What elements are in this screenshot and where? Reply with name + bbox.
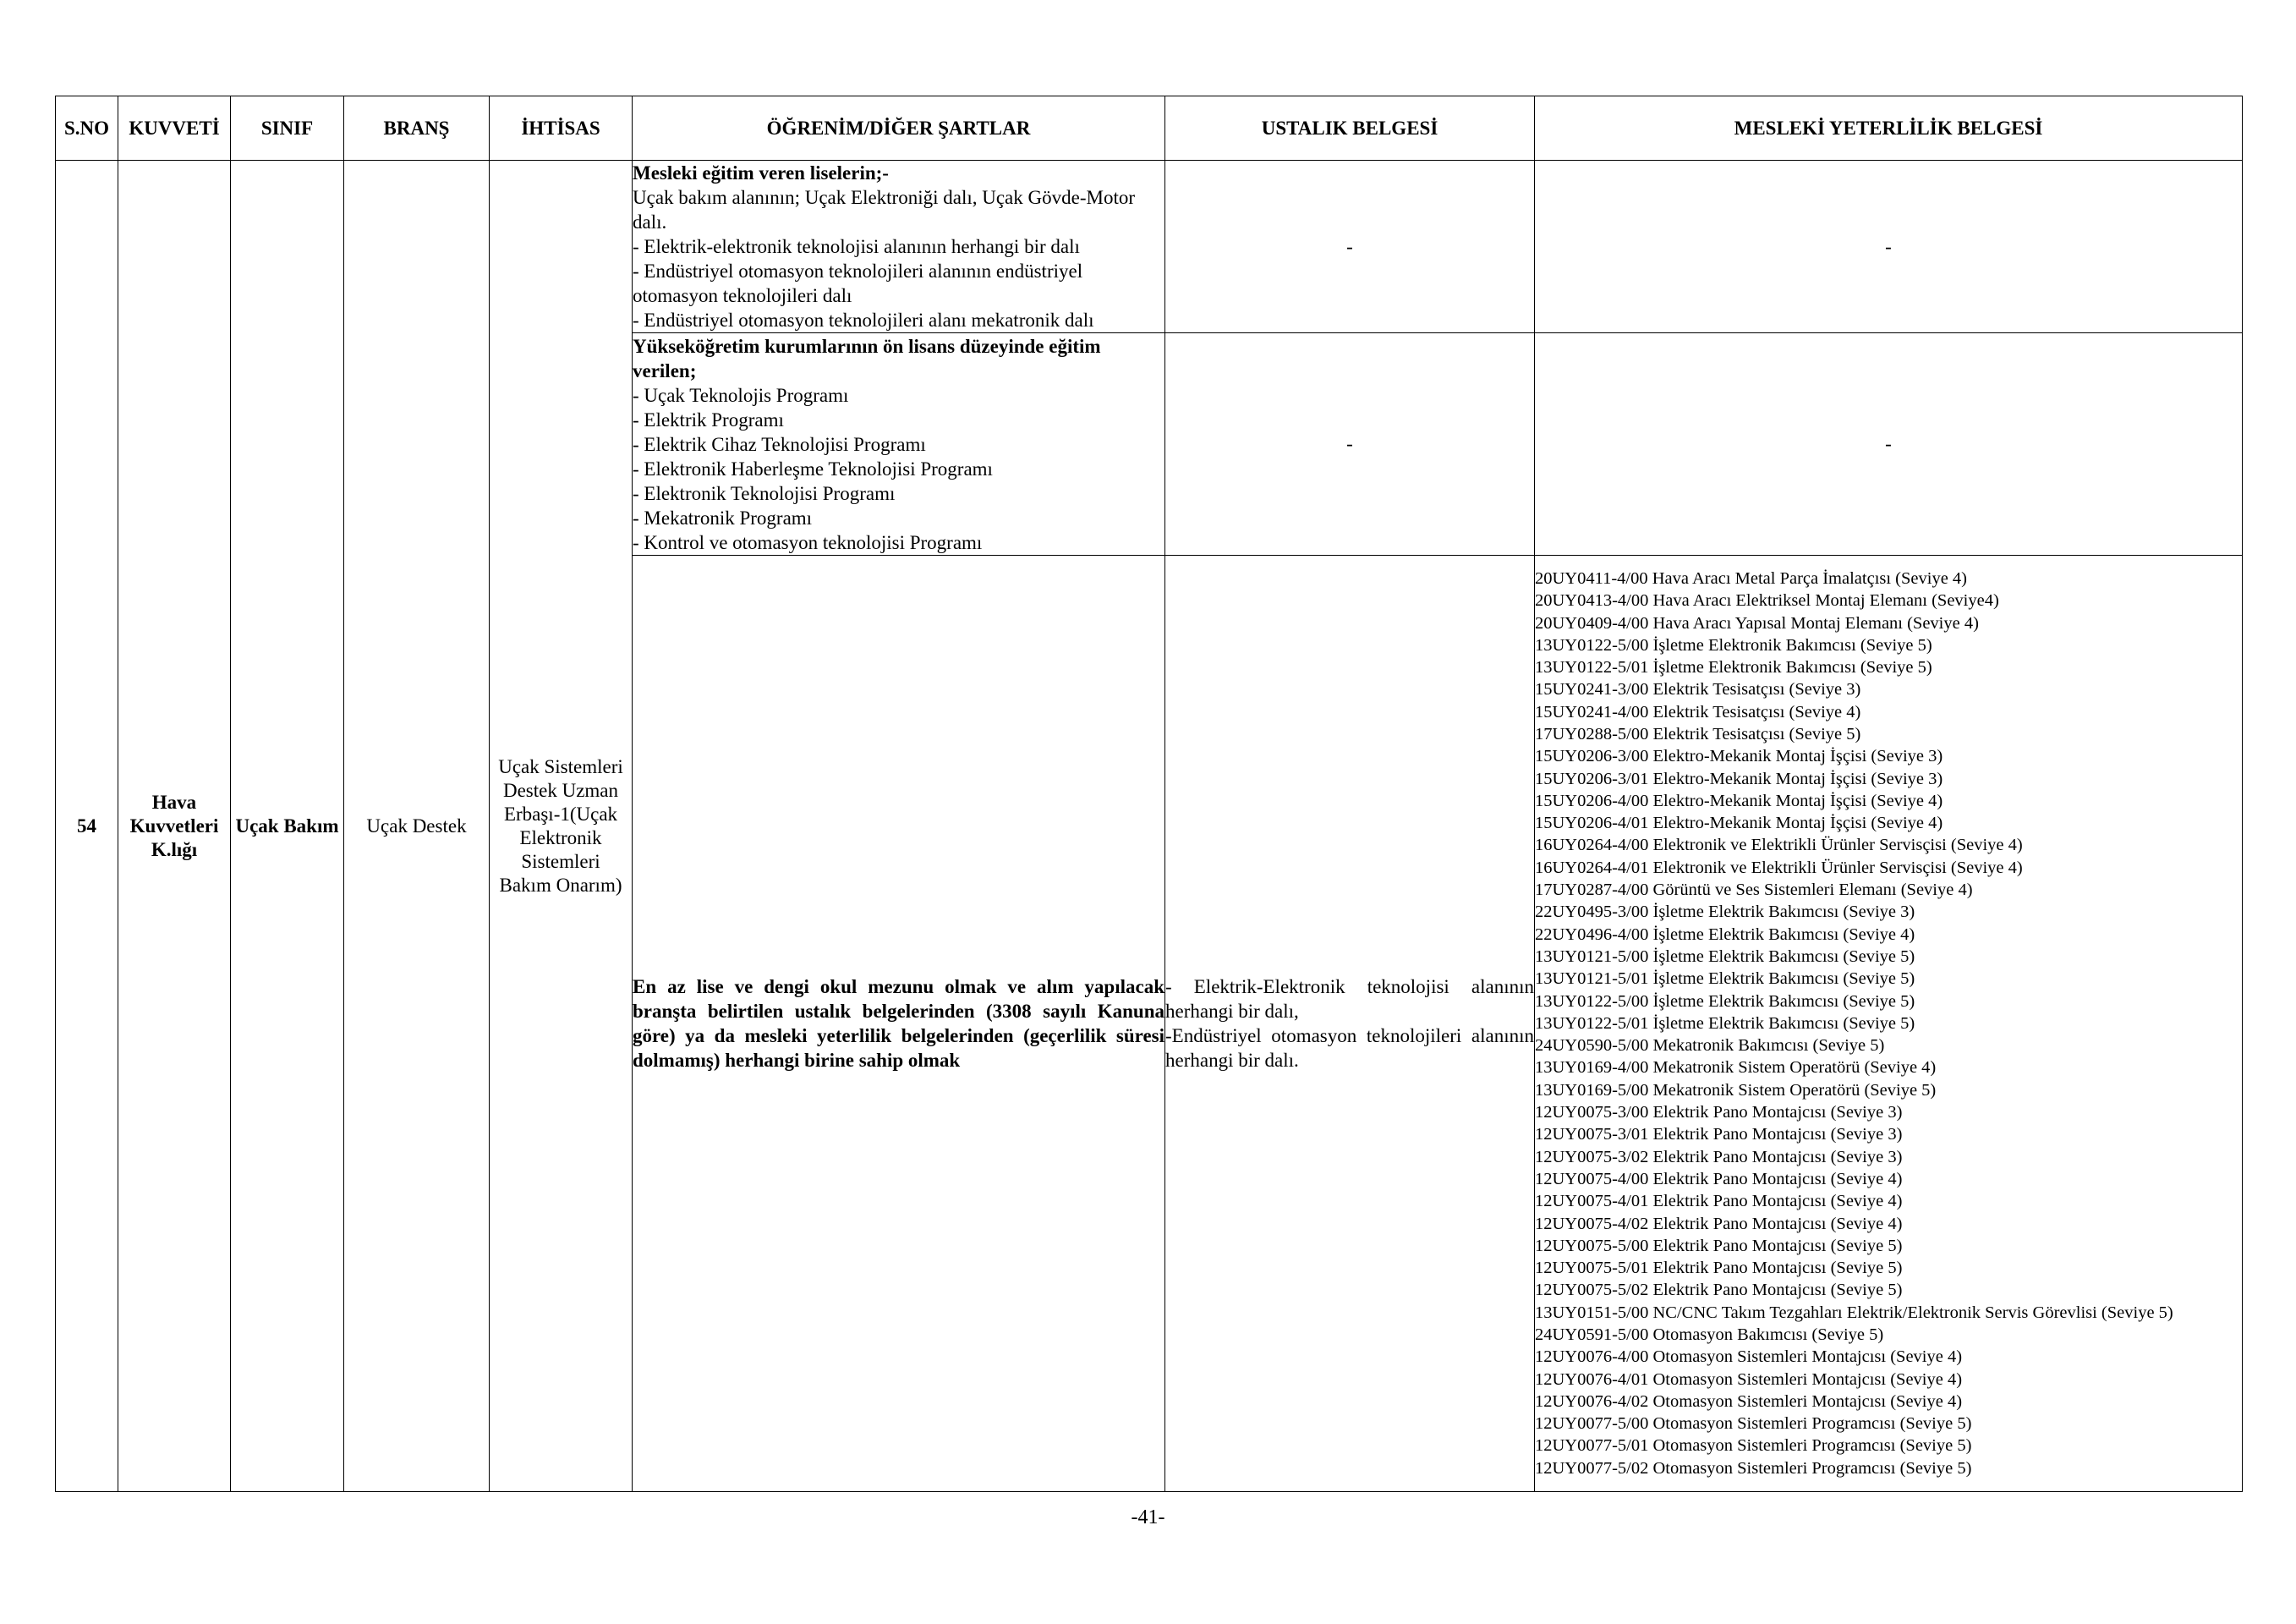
myb-list [1535, 568, 2242, 1479]
header-sinif: SINIF [231, 96, 344, 161]
header-myb: MESLEKİ YETERLİLİK BELGESİ [1535, 96, 2243, 161]
cell-sinif: Uçak Bakım [231, 161, 344, 1492]
header-ihtisas: İHTİSAS [490, 96, 633, 161]
lise-lines [633, 185, 1164, 332]
certificate-item: 20UY0413-4/00 Hava Aracı Elektriksel Montaj Elemanı (Seviye4) [1535, 591, 1999, 611]
list-item: - Elektronik Haberleşme Teknolojisi Programı [633, 458, 993, 480]
certificate-item: 12UY0075-5/02 Elektrik Pano Montajcısı (Seviye 5) [1535, 1281, 1903, 1300]
certificate-item: 20UY0409-4/00 Hava Aracı Yapısal Montaj Elemanı (Seviye 4) [1535, 613, 1979, 633]
list-item: - Elektronik Teknolojisi Programı [633, 482, 896, 504]
cell-myb-list [1535, 556, 2243, 1492]
certificate-item: 12UY0077-5/01 Otomasyon Sistemleri Programcısı (Seviye 5) [1535, 1436, 1972, 1456]
certificate-item: 12UY0075-4/01 Elektrik Pano Montajcısı (Seviye 4) [1535, 1192, 1903, 1211]
certificate-item: 15UY0206-3/00 Elektro-Mekanik Montaj İşçisi (Seviye 3) [1535, 747, 1943, 766]
certificate-item: 15UY0206-4/01 Elektro-Mekanik Montaj İşçisi (Seviye 4) [1535, 814, 1943, 833]
certificate-item: 24UY0591-5/00 Otomasyon Bakımcısı (Seviye 5) [1535, 1325, 1884, 1344]
header-ogrenim: ÖĞRENİM/DİĞER ŞARTLAR [633, 96, 1165, 161]
cell-myb-lise: - [1535, 161, 2243, 333]
onlisans-heading: Yükseköğretim kurumlarının ön lisans düzeyinde eğitim verilen; [633, 335, 1101, 381]
certificate-item: 22UY0495-3/00 İşletme Elektrik Bakımcısı (Seviye 3) [1535, 903, 1915, 922]
cell-sno: 54 [56, 161, 118, 1492]
certificate-item: 13UY0122-5/01 İşletme Elektrik Bakımcısı (Seviye 5) [1535, 1013, 1915, 1033]
cell-ustalik-lise: - [1165, 161, 1535, 333]
header-sno: S.NO [56, 96, 118, 161]
certificate-item: 15UY0206-3/01 Elektro-Mekanik Montaj İşçisi (Seviye 3) [1535, 769, 1943, 788]
certificate-item: 20UY0411-4/00 Hava Aracı Metal Parça İmalatçısı (Seviye 4) [1535, 568, 1968, 588]
list-item: - Elektrik Cihaz Teknolojisi Programı [633, 433, 926, 455]
certificate-item: 15UY0206-4/00 Elektro-Mekanik Montaj İşçisi (Seviye 4) [1535, 791, 1943, 810]
cell-ustalik-belge: - Elektrik-Elektronik teknolojisi alanının herhangi bir dalı, -Endüstriyel otomasyon teknolojileri alanının herhangi bir dalı. [1165, 556, 1535, 1492]
header-brans: BRANŞ [344, 96, 490, 161]
certificate-item: 12UY0076-4/01 Otomasyon Sistemleri Montajcısı (Seviye 4) [1535, 1369, 1963, 1389]
page-number: -41- [1131, 1506, 1165, 1528]
header-kuvvet: KUVVETİ [118, 96, 231, 161]
header-ustalik: USTALIK BELGESİ [1165, 96, 1535, 161]
cell-ihtisas: Uçak Sistemleri Destek Uzman Erbaşı-1(Uçak Elektronik Sistemleri Bakım Onarım) [490, 161, 633, 1492]
certificate-item: 13UY0169-5/00 Mekatronik Sistem Operatörü (Seviye 5) [1535, 1080, 1937, 1100]
list-item: Uçak bakım alanının; Uçak Elektroniği dalı, Uçak Gövde-Motor dalı. [633, 187, 1135, 233]
certificate-item: 13UY0122-5/00 İşletme Elektrik Bakımcısı (Seviye 5) [1535, 991, 1915, 1011]
certificate-item: 12UY0075-3/01 Elektrik Pano Montajcısı (Seviye 3) [1535, 1125, 1903, 1144]
cell-education-onlisans [633, 333, 1165, 556]
certificate-item: 12UY0077-5/02 Otomasyon Sistemleri Programcısı (Seviye 5) [1535, 1458, 1972, 1478]
list-item: - Kontrol ve otomasyon teknolojisi Programı [633, 531, 983, 553]
certificate-item: 24UY0590-5/00 Mekatronik Bakımcısı (Seviye 5) [1535, 1036, 1885, 1056]
cell-brans: Uçak Destek [344, 161, 490, 1492]
cell-education-lise [633, 161, 1165, 333]
list-item: - Endüstriyel otomasyon teknolojileri alanı mekatronik dalı [633, 310, 1094, 331]
certificate-item: 17UY0287-4/00 Görüntü ve Ses Sistemleri Elemanı (Seviye 4) [1535, 881, 1973, 900]
list-item: - Elektrik-elektronik teknolojisi alanının herhangi bir dalı [633, 236, 1080, 257]
list-item: - Mekatronik Programı [633, 507, 813, 529]
certificate-item: 12UY0075-3/00 Elektrik Pano Montajcısı (Seviye 3) [1535, 1103, 1903, 1122]
certificate-item: 12UY0077-5/00 Otomasyon Sistemleri Programcısı (Seviye 5) [1535, 1414, 1972, 1434]
certificate-item: 16UY0264-4/00 Elektronik ve Elektrikli Ürünler Servisçisi (Seviye 4) [1535, 836, 2023, 855]
header-row [56, 96, 2243, 161]
certificate-item: 13UY0122-5/01 İşletme Elektronik Bakımcısı (Seviye 5) [1535, 658, 1932, 678]
certificate-item: 17UY0288-5/00 Elektrik Tesisatçısı (Seviye 5) [1535, 724, 1861, 743]
certificate-item: 12UY0075-4/02 Elektrik Pano Montajcısı (Seviye 4) [1535, 1214, 1903, 1233]
table-row [56, 161, 2243, 333]
certificate-item: 22UY0496-4/00 İşletme Elektrik Bakımcısı (Seviye 4) [1535, 924, 1915, 944]
certificate-item: 12UY0075-5/01 Elektrik Pano Montajcısı (Seviye 5) [1535, 1259, 1903, 1278]
certificate-item: 13UY0169-4/00 Mekatronik Sistem Operatörü (Seviye 4) [1535, 1058, 1937, 1078]
cell-ustalik-onlisans: - [1165, 333, 1535, 556]
certificate-item: 16UY0264-4/01 Elektronik ve Elektrikli Ürünler Servisçisi (Seviye 4) [1535, 858, 2023, 877]
certificate-item: 13UY0121-5/00 İşletme Elektrik Bakımcısı (Seviye 5) [1535, 946, 1915, 966]
certificate-item: 13UY0121-5/01 İşletme Elektrik Bakımcısı (Seviye 5) [1535, 969, 1915, 989]
certificate-item: 13UY0151-5/00 NC/CNC Takım Tezgahları Elektrik/Elektronik Servis Görevlisi (Seviye 5) [1535, 1303, 2173, 1322]
certificate-item: 12UY0075-4/00 Elektrik Pano Montajcısı (Seviye 4) [1535, 1169, 1903, 1188]
requirements-table [55, 96, 2243, 1492]
cell-education-belge: En az lise ve dengi okul mezunu olmak ve alım yapılacak branşta belirtilen ustalık belgelerinden (3308 sayılı Kanuna göre) ya da mesleki yeterlilik belgelerinden (geçerlilik süresi dolmamış) herhangi birine sahip olmak [633, 556, 1165, 1492]
certificate-item: 15UY0241-4/00 Elektrik Tesisatçısı (Seviye 4) [1535, 702, 1861, 721]
certificate-item: 13UY0122-5/00 İşletme Elektronik Bakımcısı (Seviye 5) [1535, 635, 1932, 655]
list-item: - Uçak Teknolojis Programı [633, 384, 849, 406]
cell-myb-onlisans: - [1535, 333, 2243, 556]
certificate-item: 12UY0075-5/00 Elektrik Pano Montajcısı (Seviye 5) [1535, 1236, 1903, 1255]
list-item: - Elektrik Programı [633, 409, 784, 431]
list-item: - Endüstriyel otomasyon teknolojileri alanının endüstriyel otomasyon teknolojileri dalı [633, 261, 1083, 306]
certificate-item: 12UY0076-4/00 Otomasyon Sistemleri Montajcısı (Seviye 4) [1535, 1347, 1963, 1367]
lise-heading: Mesleki eğitim veren liselerin;- [633, 162, 889, 184]
onlisans-lines [633, 383, 1164, 555]
certificate-item: 12UY0075-3/02 Elektrik Pano Montajcısı (Seviye 3) [1535, 1147, 1903, 1166]
cell-kuvvet: Hava Kuvvetleri K.lığı [118, 161, 231, 1492]
certificate-item: 15UY0241-3/00 Elektrik Tesisatçısı (Seviye 3) [1535, 680, 1861, 700]
certificate-item: 12UY0076-4/02 Otomasyon Sistemleri Montajcısı (Seviye 4) [1535, 1391, 1963, 1411]
